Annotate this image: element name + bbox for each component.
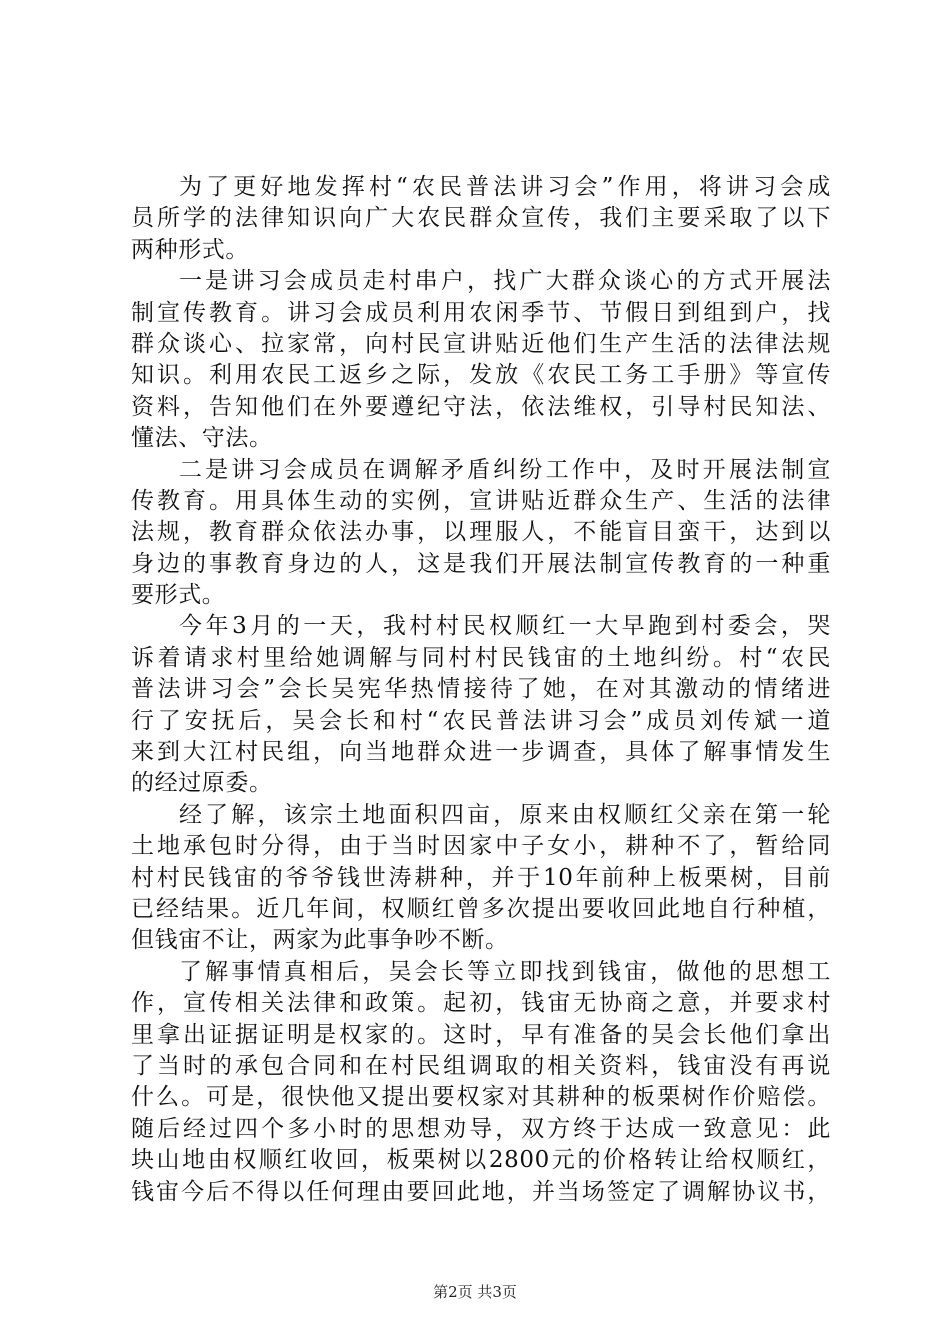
- text-line: 行了安抚后，吴会长和村“农民普法讲习会”成员刘传斌一道: [131, 707, 831, 734]
- text-line: 员所学的法律知识向广大农民群众宣传，我们主要采取了以下: [131, 205, 831, 232]
- text-line: 经了解，该宗土地面积四亩，原来由权顺红父亲在第一轮: [179, 801, 831, 828]
- text-line: 知识。利用农民工返乡之际，发放《农民工务工手册》等宣传: [131, 362, 831, 389]
- text-line: 传教育。用具体生动的实例，宣讲贴近群众生产、生活的法律: [131, 487, 831, 514]
- text-line: 法规，教育群众依法办事，以理服人，不能盲目蛮干，达到以: [131, 519, 831, 546]
- text-line: 身边的事教育身边的人，这是我们开展法制宣传教育的一种重: [131, 550, 831, 577]
- text-line: 了解事情真相后，吴会长等立即找到钱宙，做他的思想工: [179, 958, 831, 985]
- text-line: 土地承包时分得，由于当时因家中子女小，耕种不了，暂给同: [131, 833, 831, 860]
- text-line: 钱宙今后不得以任何理由要回此地，并当场签定了调解协议书，: [131, 1178, 831, 1205]
- text-line: 群众谈心、拉家常，向村民宣讲贴近他们生产生活的法律法规: [131, 330, 831, 357]
- text-line: 懂法、守法。: [131, 425, 273, 452]
- text-line: 要形式。: [131, 582, 226, 609]
- text-line: 了当时的承包合同和在村民组调取的相关资料，钱宙没有再说: [131, 1052, 831, 1079]
- text-line: 作，宣传相关法律和政策。起初，钱宙无协商之意，并要求村: [131, 990, 831, 1017]
- text-line: 二是讲习会成员在调解矛盾纠纷工作中，及时开展法制宣: [179, 456, 831, 483]
- text-line: 已经结果。近几年间，权顺红曾多次提出要收回此地自行种植，: [131, 895, 831, 922]
- document-body: [131, 172, 831, 1208]
- text-line: 制宣传教育。讲习会成员利用农闲季节、节假日到组到户，找: [131, 299, 831, 326]
- text-line: 里拿出证据证明是权家的。这时，早有准备的吴会长他们拿出: [131, 1021, 831, 1048]
- text-line: 但钱宙不让，两家为此事争吵不断。: [131, 927, 509, 954]
- text-line: 诉着请求村里给她调解与同村村民钱宙的土地纠纷。村“农民: [131, 644, 831, 671]
- text-line: 一是讲习会成员走村串户，找广大群众谈心的方式开展法: [179, 268, 831, 295]
- text-line: 来到大江村民组，向当地群众进一步调查，具体了解事情发生: [131, 739, 831, 766]
- text-line: 普法讲习会”会长吴宪华热情接待了她，在对其激动的情绪进: [131, 676, 831, 703]
- text-line: 的经过原委。: [131, 770, 273, 797]
- page-footer: 第2页 共3页: [433, 1283, 517, 1301]
- text-line: 块山地由权顺红收回，板栗树以2800元的价格转让给权顺红，: [131, 1147, 831, 1174]
- text-line: 随后经过四个多小时的思想劝导，双方终于达成一致意见：此: [131, 1115, 831, 1142]
- text-line: 什么。可是，很快他又提出要权家对其耕种的板栗树作价赔偿。: [131, 1084, 831, 1111]
- text-line: 资料，告知他们在外要遵纪守法，依法维权，引导村民知法、: [131, 393, 831, 420]
- text-line: 两种形式。: [131, 236, 249, 263]
- text-line: 村村民钱宙的爷爷钱世涛耕种，并于10年前种上板栗树，目前: [131, 864, 831, 891]
- text-line: 今年3月的一天，我村村民权顺红一大早跑到村委会，哭: [179, 613, 831, 640]
- text-line: 为了更好地发挥村“农民普法讲习会”作用，将讲习会成: [179, 174, 831, 200]
